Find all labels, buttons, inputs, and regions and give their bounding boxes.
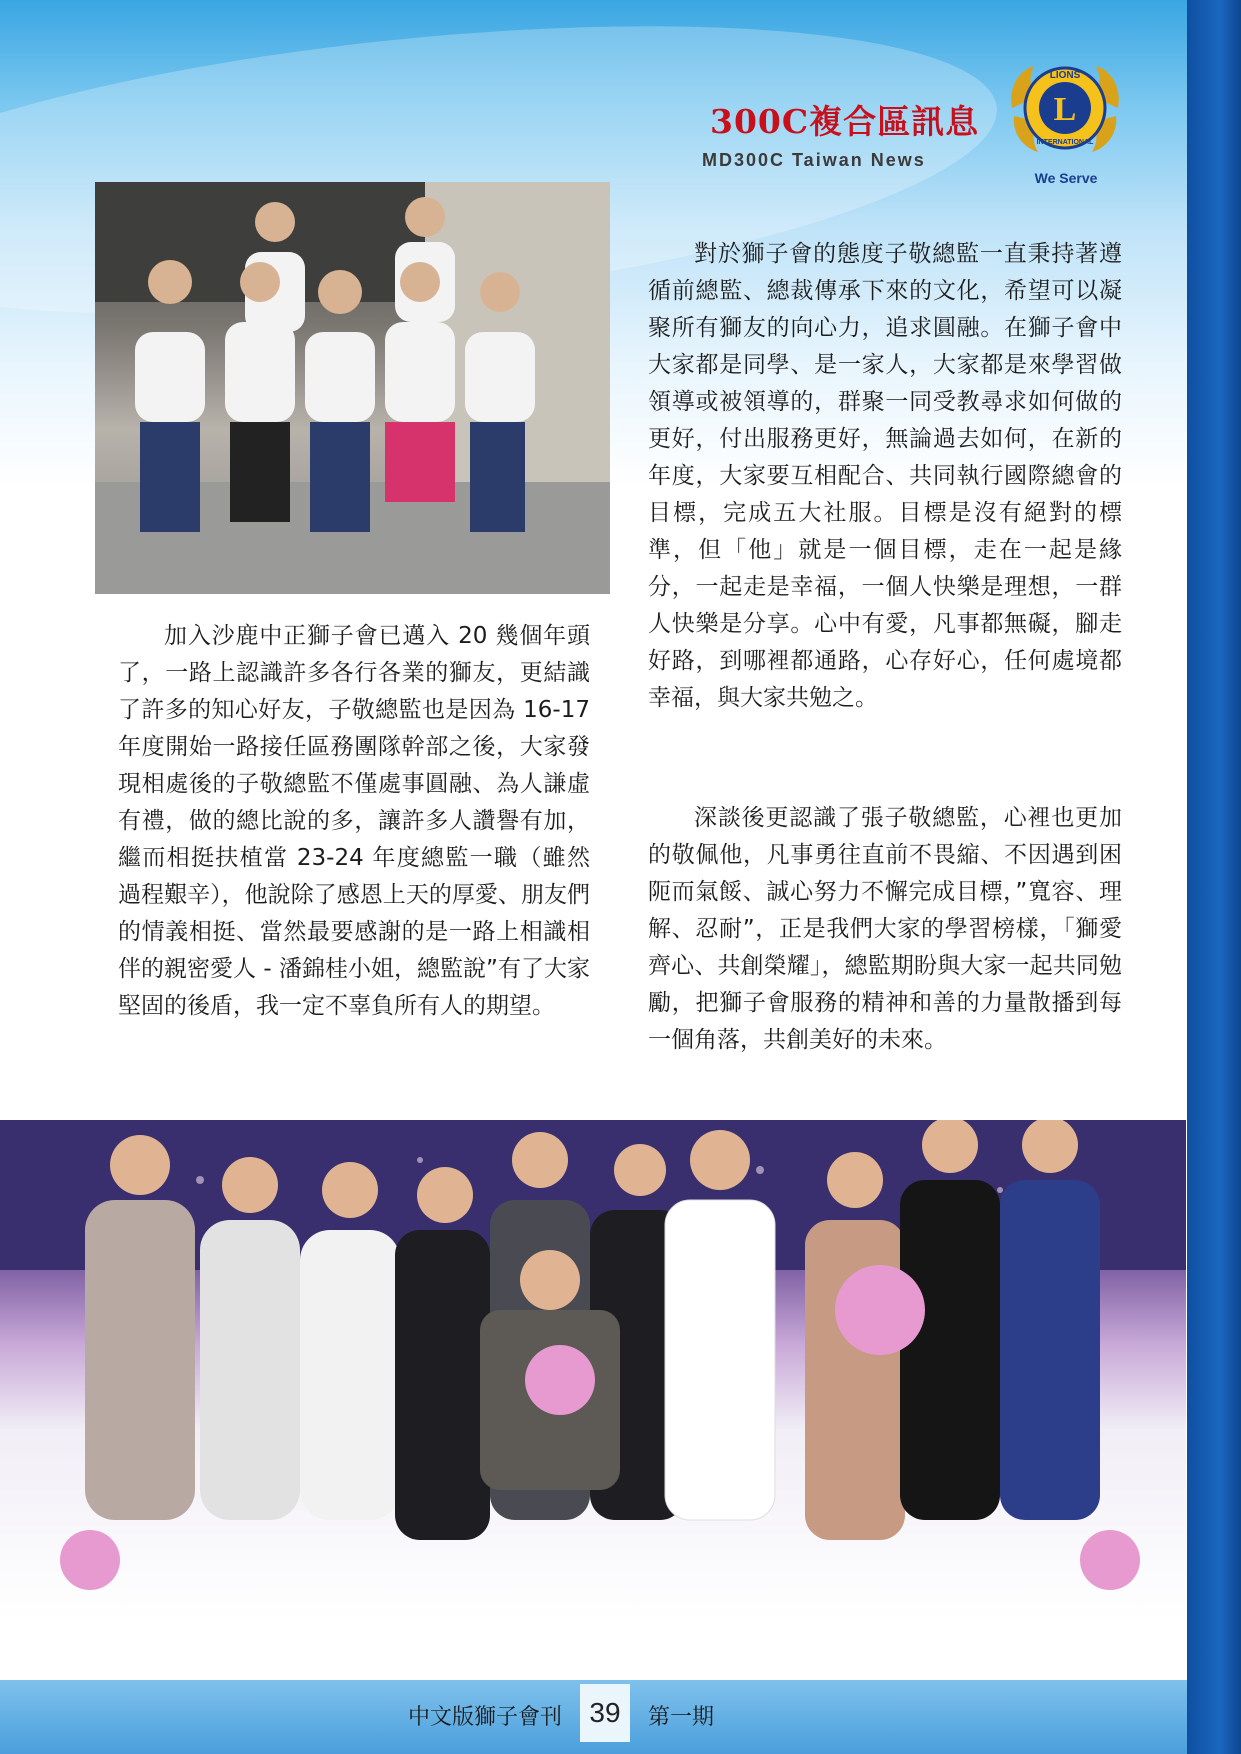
logo-caption: We Serve xyxy=(1034,170,1098,186)
article-left-column xyxy=(118,618,590,1025)
logo-bottom-text: INTERNATIONAL xyxy=(1036,139,1094,146)
page-number: 39 xyxy=(580,1684,630,1742)
group-photo-ceremony xyxy=(0,1120,1186,1620)
group-photo-office xyxy=(95,182,610,594)
article-paragraph: 對於獅子會的態度子敬總監一直秉持著遵循前總監、總裁傳承下來的文化，希望可以凝聚所有獅友的向心力，追求圓融。在獅子會中大家都是同學、是一家人，大家都是來學習做領導或被領導的，群聚一同受教尋求如何做的更好，付出服務更好，無論過去如何，在新的年度，大家要互相配合、共同執行國際總會的目標，完成五大社服。目標是沒有絕對的標準，但「他」就是一個目標，走在一起是緣分，一起走是幸福，一個人快樂是理想，一群人快樂是分享。心中有愛，凡事都無礙，腳走好路，到哪裡都通路，心存好心，任何處境都幸福，與大家共勉之。 xyxy=(648,241,1122,711)
logo-letter: L xyxy=(1053,91,1077,128)
section-title: 300C複合區訊息 xyxy=(710,102,980,141)
logo-top-text: LIONS xyxy=(1049,70,1081,81)
footer-publication: 中文版獅子會刊 xyxy=(408,1705,563,1730)
footer-issue: 第一期 xyxy=(648,1705,715,1730)
section-subtitle: MD300C Taiwan News xyxy=(702,150,926,170)
article-paragraph: 加入沙鹿中正獅子會已邁入 20 幾個年頭了，一路上認識許多各行各業的獅友，更結識了許多的知心好友，子敬總監也是因為 16-17 年度開始一路接任區務團隊幹部之後，大家發現相處後的子敬總監不僅處事圓融、為人謙虛有禮，做的總比說的多，讓許多人讚譽有加，繼而相挺扶植當 23-24 年度總監一職（雖然過程艱辛），他說除了感恩上天的厚愛、朋友們的情義相挺、當然最要感謝的是一路上相識相伴的親密愛人 - 潘錦桂小姐，總監說”有了大家堅固的後盾，我一定不辜負所有人的期望。 xyxy=(118,623,590,1019)
article-paragraph: 深談後更認識了張子敬總監，心裡也更加的敬佩他，凡事勇往直前不畏縮、不因遇到困阨而氣餒、誠心努力不懈完成目標，”寬容、理解、忍耐”，正是我們大家的學習榜樣，「獅愛齊心、共創榮耀」，總監期盼與大家一起共同勉勵，把獅子會服務的精神和善的力量散播到每一個角落，共創美好的未來。 xyxy=(648,805,1122,1053)
lions-logo-icon xyxy=(1004,56,1126,160)
article-right-column xyxy=(648,236,1122,717)
article-right-column-2 xyxy=(648,800,1122,1059)
right-edge-bar xyxy=(1187,0,1241,1754)
